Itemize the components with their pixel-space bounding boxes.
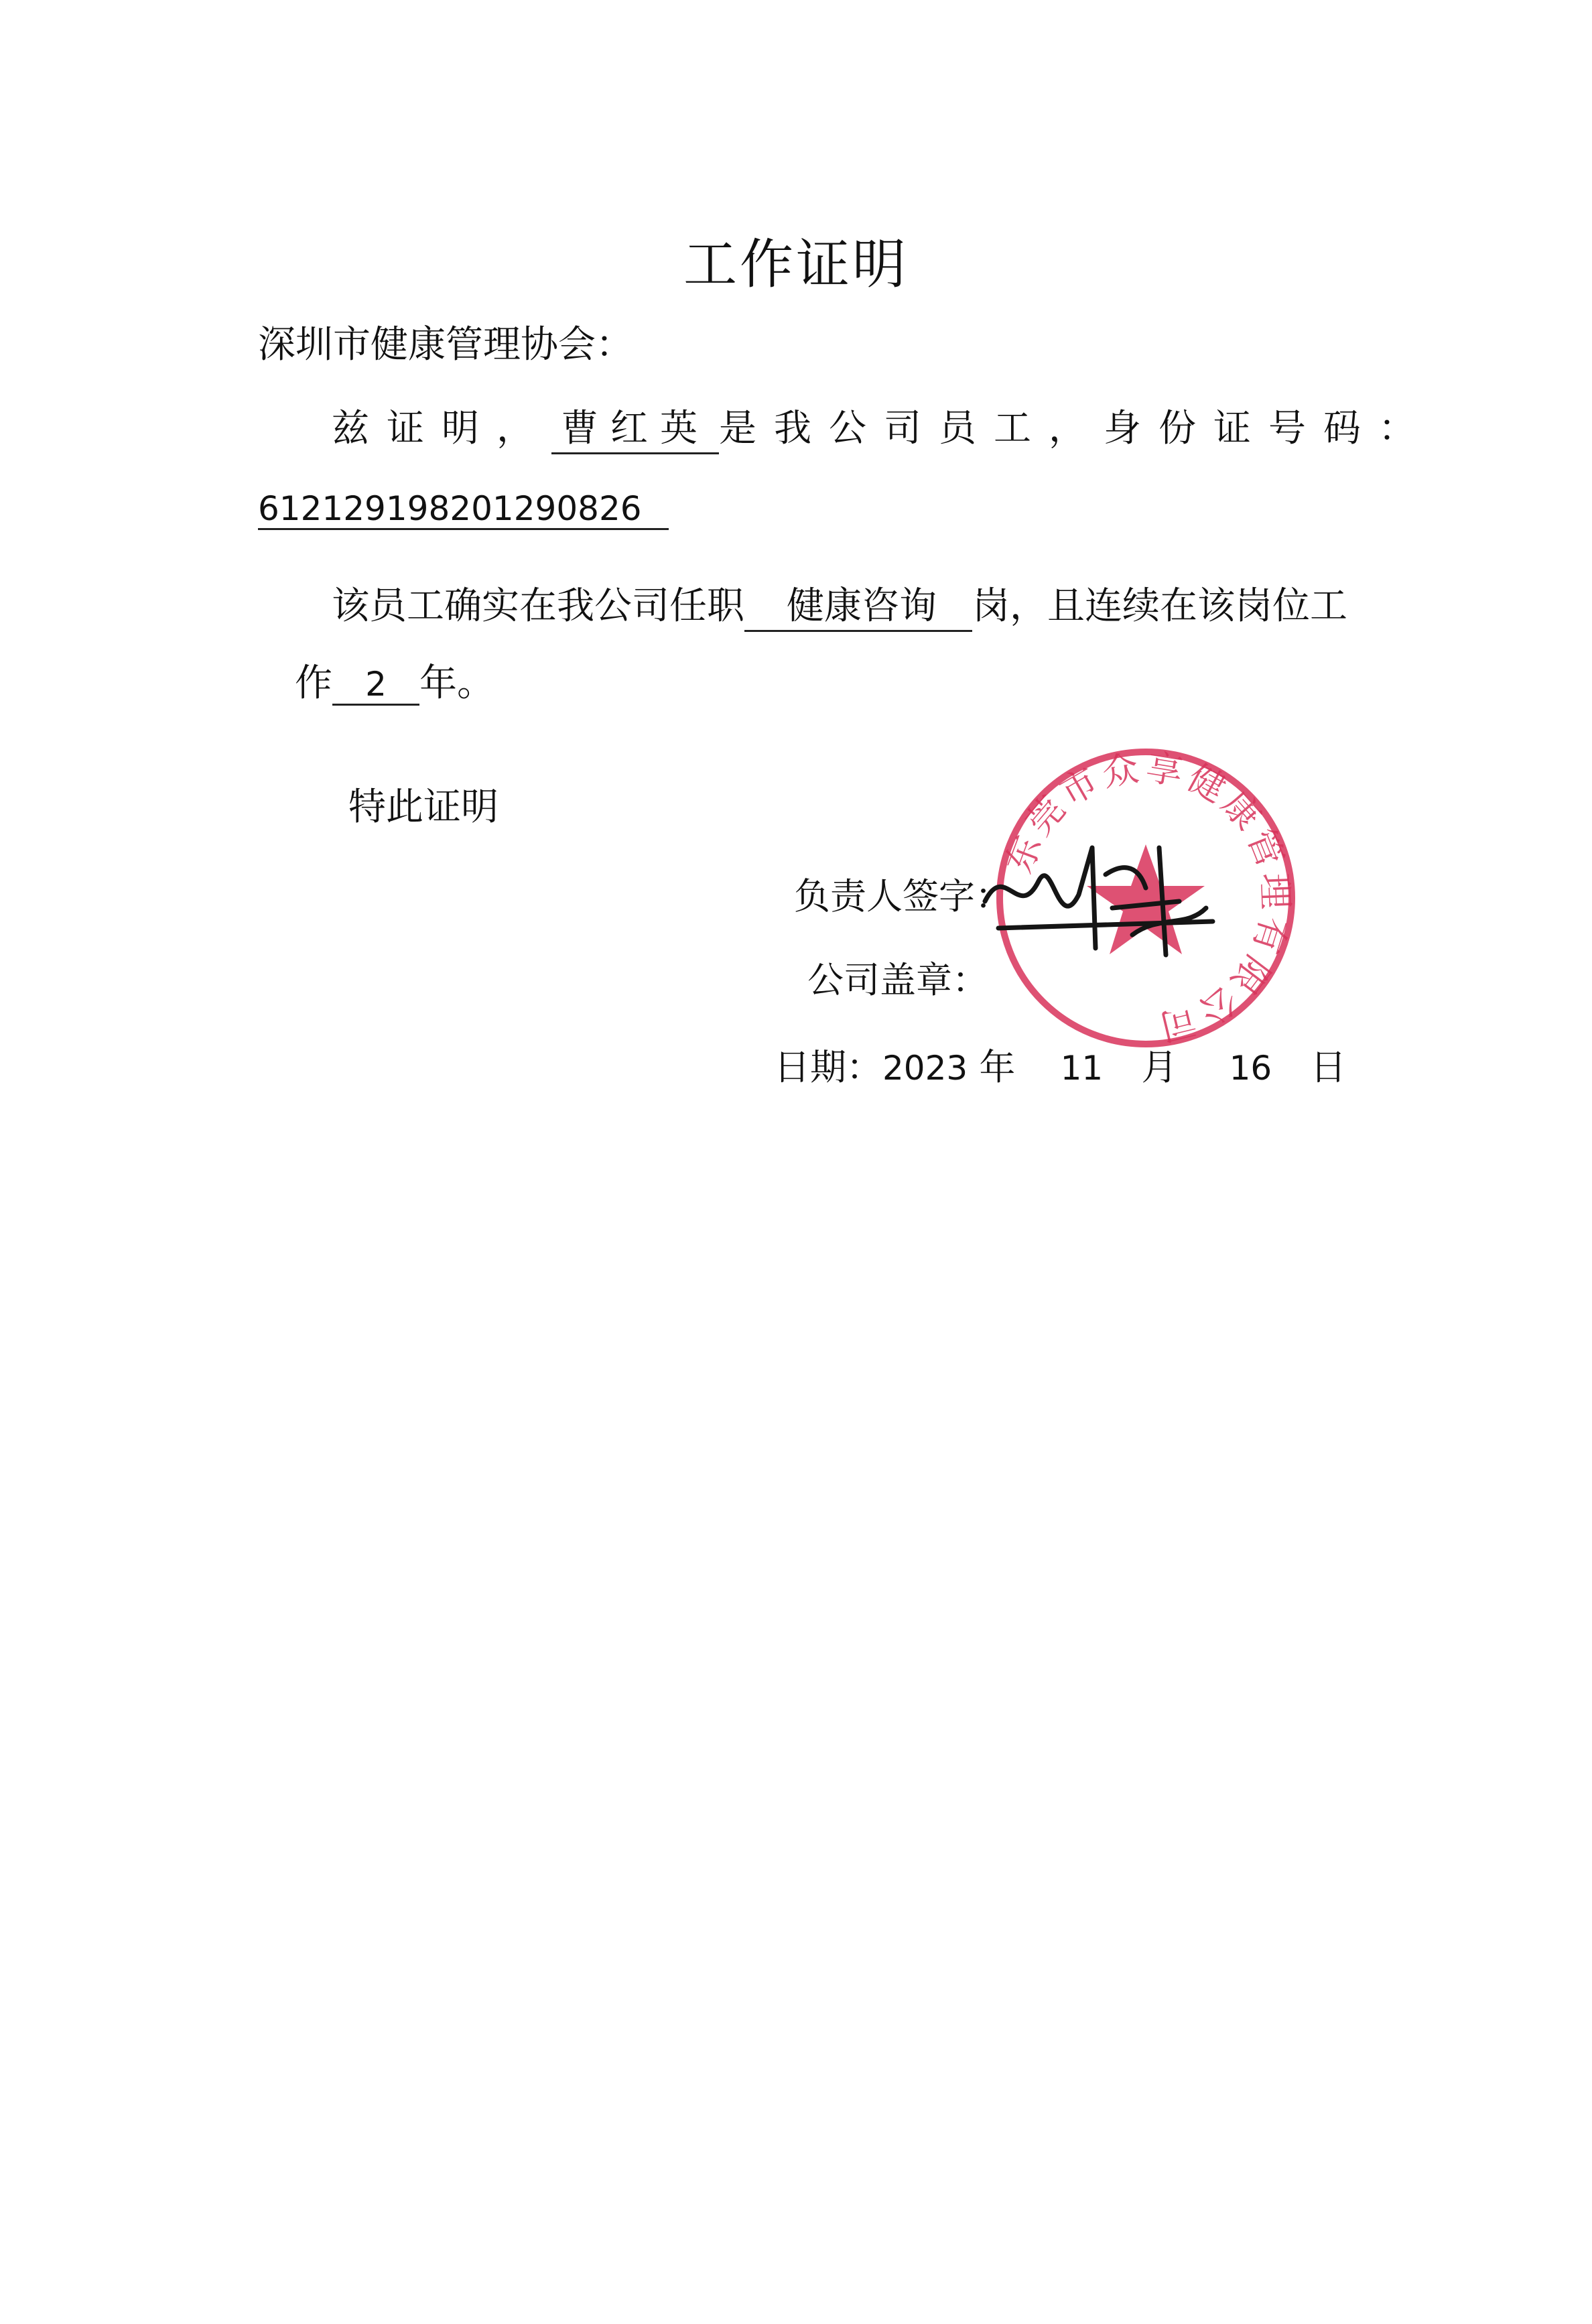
signature-scribble: [958, 821, 1226, 975]
addressee: 深圳市健康管理协会：: [258, 323, 633, 367]
employee-name: 曹红英: [551, 399, 719, 454]
position-prefix: 该员工确实在我公司任职: [332, 584, 744, 628]
paragraph-duration: [295, 653, 494, 707]
date-label: 日期：: [774, 1046, 882, 1088]
certify-prefix: 兹证明，: [332, 407, 551, 450]
date-day: 16: [1229, 1049, 1272, 1088]
date-day-unit: 日: [1310, 1046, 1347, 1088]
duration-suffix: 年。: [419, 661, 494, 705]
date-year: 2023: [882, 1049, 968, 1088]
date-month-unit: 月: [1141, 1046, 1178, 1088]
document-title: 工作证明: [683, 233, 909, 296]
position-suffix: 岗，且连续在该岗位工: [972, 584, 1347, 628]
certify-suffix: 是我公司员工，身份证号码：: [719, 407, 1433, 450]
seal-text: 东莞市众享健康管理有限公司: [997, 746, 1297, 1049]
date-month: 11: [1060, 1049, 1104, 1088]
years-value: 2: [332, 665, 419, 706]
seal-label: 公司盖章：: [807, 959, 988, 1001]
closing-statement: 特此证明: [348, 785, 499, 829]
id-number: 612129198201290826: [258, 489, 669, 530]
paragraph-certify: [332, 399, 1433, 454]
paragraph-position: [332, 576, 1347, 632]
signature-label: 负责人签字：: [794, 875, 1011, 917]
duration-prefix: 作: [295, 661, 332, 705]
date-year-unit: 年: [979, 1046, 1016, 1088]
position-value: 健康咨询: [744, 576, 972, 632]
